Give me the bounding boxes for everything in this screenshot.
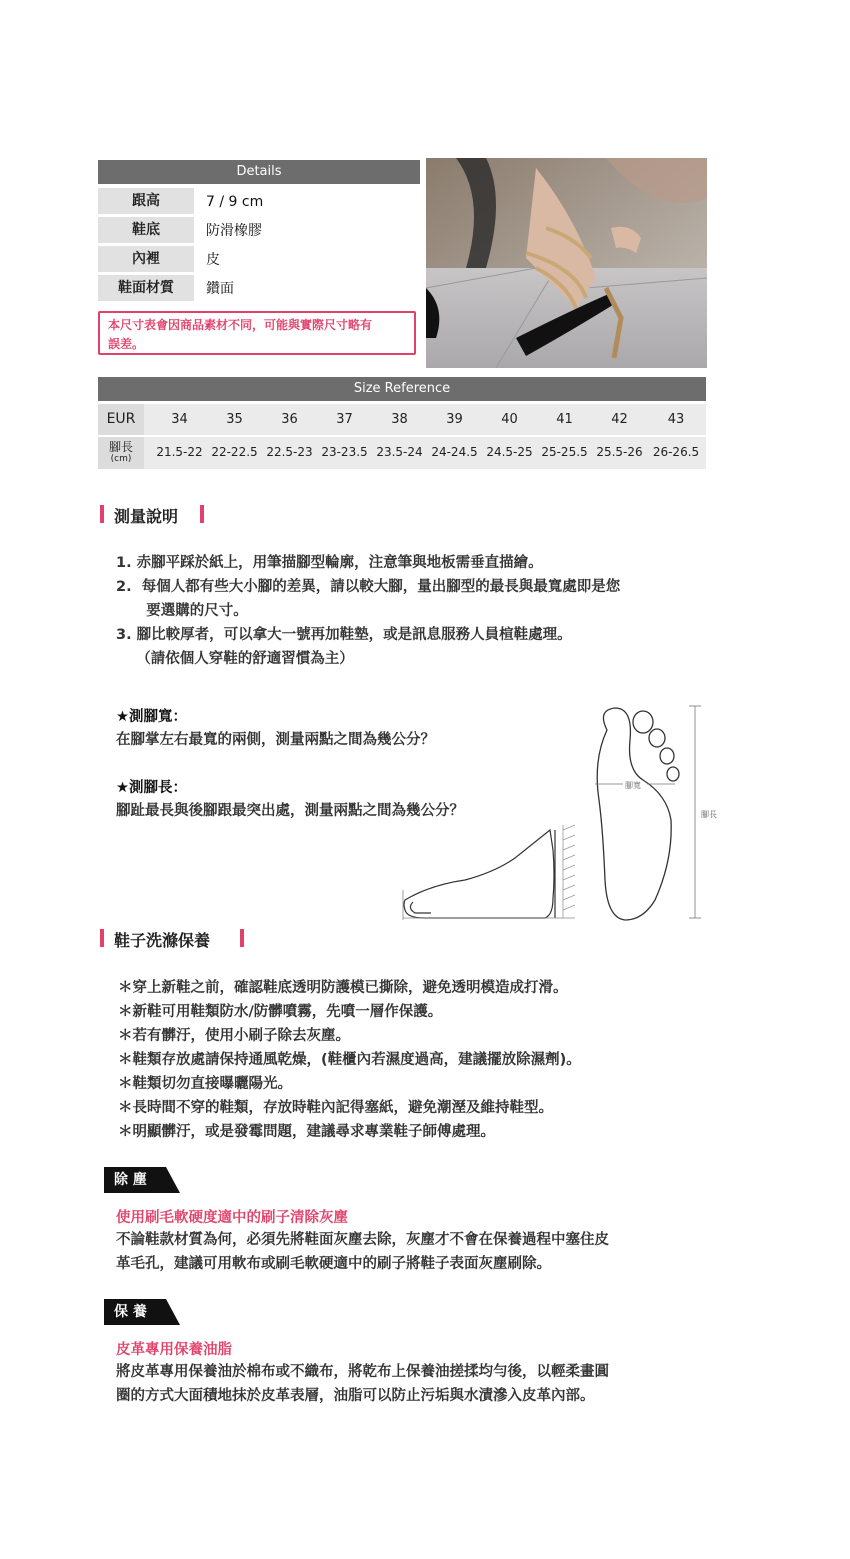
size-row-eur [98,404,706,435]
maintain-headline: 皮革專用保養油脂 [116,1342,232,1358]
care-item: ＊鞋類存放處請保持通風乾燥，(鞋櫃內若濕度過高，建議擺放除濕劑)。 [118,1052,581,1068]
section-bar [200,505,204,523]
wall-hatching [563,825,575,918]
dust-paragraph [116,1228,756,1276]
care-item: ＊長時間不穿的鞋類，存放時鞋內記得塞紙，避免潮溼及維持鞋型。 [118,1100,553,1116]
dust-line: 革毛孔，建議可用軟布或刷毛軟硬適中的刷子將鞋子表面灰塵刷除。 [116,1256,551,1272]
detail-value: 鑽面 [206,281,234,297]
foot-length: 24.5-25 [486,445,533,459]
detail-row [98,246,420,272]
detail-label: 內裡 [98,246,194,272]
step-line: 3. 腳比較厚者，可以拿大一號再加鞋墊，或是訊息服務人員楦鞋處理。 [116,627,572,643]
care-item: ＊鞋類切勿直接曝曬陽光。 [118,1076,292,1092]
step-line: 1. 赤腳平踩於紙上，用筆描腳型輪廓，注意筆與地板需垂直描繪。 [116,555,543,571]
maintain-line: 圈的方式大面積地抹於皮革表層，油脂可以防止污垢與水漬滲入皮革內部。 [116,1388,595,1404]
detail-row [98,217,420,243]
length-label-text: 腳長 [108,440,133,454]
maintain-tag [104,1299,180,1325]
eur-size: 39 [446,412,463,427]
foot-length: 23.5-24 [376,445,423,459]
section-bar [100,505,104,523]
foot-length: 22-22.5 [211,445,258,459]
maintain-paragraph [116,1360,756,1408]
size-notice [98,311,416,355]
size-table-header: Size Reference [98,377,706,401]
section-bar [240,929,244,947]
care-item: ＊明顯髒汙，或是發霉問題，建議尋求專業鞋子師傅處理。 [118,1124,495,1140]
detail-value: 防滑橡膠 [206,223,262,239]
dust-headline: 使用刷毛軟硬度適中的刷子清除灰塵 [116,1210,348,1226]
care-list [118,976,758,1144]
eur-size: 37 [336,412,353,427]
step-line: 2. 每個人都有些大小腳的差異，請以較大腳，量出腳型的最長與最寬處即是您 [116,579,621,595]
sandal-photo-illustration [426,158,707,368]
foot-length: 25.5-26 [596,445,643,459]
eur-size: 35 [226,412,243,427]
eur-size: 36 [281,412,298,427]
maintain-tag-label: 保 養 [114,1304,147,1320]
detail-label: 鞋面材質 [98,275,194,301]
diagram-width-label: 腳寬 [625,781,641,790]
maintain-line: 將皮革專用保養油於棉布或不織布，將乾布上保養油搓揉均勻後，以輕柔畫圓 [116,1364,609,1380]
dust-line: 不論鞋款材質為何，必須先將鞋面灰塵去除，灰塵才不會在保養過程中塞住皮 [116,1232,609,1248]
notice-line: 本尺寸表會因商品素材不同，可能與實際尺寸略有 [108,318,373,332]
step-line: 要選購的尺寸。 [116,603,248,619]
care-item: ＊新鞋可用鞋類防水/防髒噴霧，先噴一層作保護。 [118,1004,443,1020]
detail-value: 7 / 9 cm [206,194,264,210]
size-row-length [98,437,706,469]
width-title: ★測腳寬： [116,709,187,725]
eur-size: 41 [556,412,573,427]
width-desc: 在腳掌左右最寬的兩側，測量兩點之間為幾公分？ [116,732,435,748]
eur-size: 38 [391,412,408,427]
length-desc: 腳趾最長與後腳跟最突出處，測量兩點之間為幾公分？ [116,803,464,819]
detail-label: 跟高 [98,188,194,214]
diagram-length-label: 腳長 [701,810,717,819]
detail-value: 皮 [206,252,220,268]
eur-size: 34 [171,412,188,427]
foot-length: 23-23.5 [321,445,368,459]
care-item: ＊穿上新鞋之前，確認鞋底透明防護模已撕除，避免透明模造成打滑。 [118,980,568,996]
side-foot-illustration [403,830,575,920]
care-item: ＊若有髒汙，使用小刷子除去灰塵。 [118,1028,350,1044]
notice-line: 誤差。 [108,337,145,351]
length-label [98,437,144,469]
measure-title: 測量說明 [114,507,179,526]
foot-length: 21.5-22 [156,445,203,459]
detail-row [98,275,420,301]
dust-tag [104,1167,180,1193]
measure-lines [595,706,701,918]
dust-tag-label: 除 塵 [114,1172,147,1188]
care-title: 鞋子洗滌保養 [114,931,211,950]
section-bar [100,929,104,947]
foot-length: 22.5-23 [266,445,313,459]
eur-size: 43 [667,412,685,427]
step-line: （請依個人穿鞋的舒適習慣為主） [116,651,354,667]
foot-length: 25-25.5 [541,445,588,459]
foot-length: 26-26.5 [652,445,700,459]
details-header: Details [98,160,420,184]
foot-diagram [385,700,725,922]
length-title: ★測腳長： [116,780,187,796]
detail-row [98,188,420,214]
detail-label: 鞋底 [98,217,194,243]
sole-illustration [597,708,679,920]
foot-length: 24-24.5 [431,445,478,459]
measure-steps [116,551,736,671]
eur-label: EUR [98,404,144,435]
eur-size: 42 [611,412,628,427]
eur-size: 40 [501,412,518,427]
length-unit: (cm) [110,454,132,464]
product-photo [426,158,707,368]
